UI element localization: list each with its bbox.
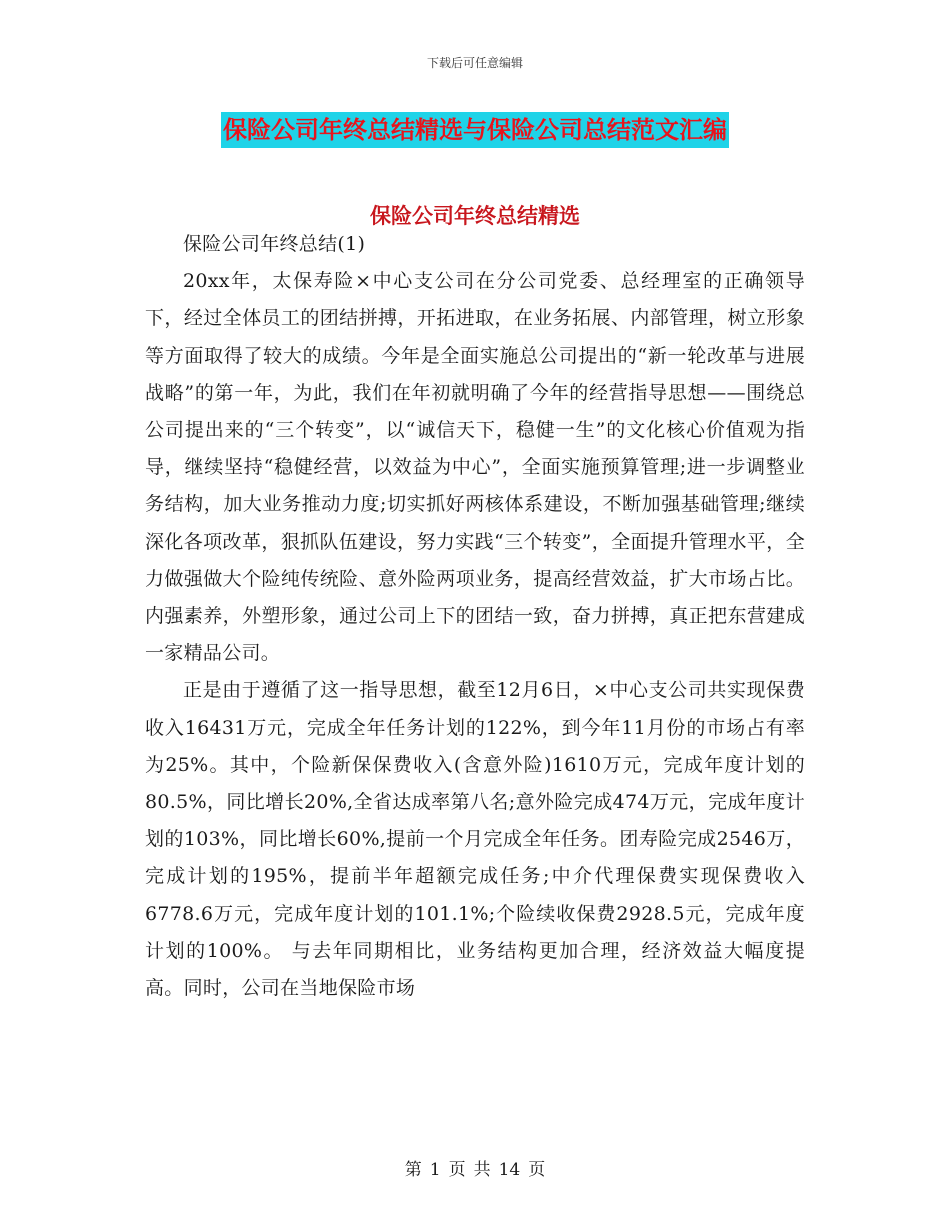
footer-page-number: 1 bbox=[429, 1160, 441, 1180]
page-footer bbox=[0, 1155, 950, 1180]
footer-total-pages: 14 bbox=[498, 1160, 521, 1180]
paragraph-1: 20xx年，太保寿险×中心支公司在分公司党委、总经理室的正确领导下，经过全体员工的团结拼搏，开拓进取，在业务拓展、内部管理，树立形象等方面取得了较大的成绩。今年是全面实施总公司提出的“新一轮改革与进展战略”的第一年，为此，我们在年初就明确了今年的经营指导思想——围绕总公司提出来的“三个转变”，以“诚信天下，稳健一生”的文化核心价值观为指导，继续坚持“稳健经营，以效益为中心”，全面实施预算管理;进一步调整业务结构，加大业务推动力度;切实抓好两核体系建设，不断加强基础管理;继续深化各项改革，狠抓队伍建设，努力实践“三个转变”，全面提升管理水平，全力做强做大个险纯传统险、意外险两项业务，提高经营效益，扩大市场占比。内强素养，外塑形象，通过公司上下的团结一致，奋力拼搏，真正把东营建成一家精品公司。 bbox=[145, 270, 805, 665]
document-title: 保险公司年终总结精选与保险公司总结范文汇编 bbox=[221, 112, 729, 148]
subheading: 保险公司年终总结(1) bbox=[183, 233, 366, 255]
section-title: 保险公司年终总结精选 bbox=[370, 204, 580, 228]
footer-total-word: 共 bbox=[473, 1160, 491, 1180]
footer-suffix: 页 bbox=[528, 1160, 546, 1180]
header-note: 下载后可任意编辑 bbox=[426, 56, 523, 70]
footer-page-word: 页 bbox=[448, 1160, 466, 1180]
paragraph-2: 正是由于遵循了这一指导思想，截至12月6日，×中心支公司共实现保费收入16431万元，完成全年任务计划的122%，到今年11月份的市场占有率为25%。其中，个险新保保费收入(含意外险)1610万元，完成年度计划的80.5%，同比增长20%,全省达成率第八名;意外险完成474万元，完成年度计划的103%，同比增长60%,提前一个月完成全年任务。团寿险完成2546万，完成计划的195%，提前半年超额完成任务;中介代理保费实现保费收入6778.6万元，完成年度计划的101.1%;个险续收保费2928.5元，完成年度计划的100%。 与去年同期相比，业务结构更加合理，经济效益大幅度提高。同时，公司在当地保险市场 bbox=[145, 679, 805, 1000]
footer-prefix: 第 bbox=[404, 1160, 422, 1180]
document-title-wrap bbox=[0, 112, 950, 148]
document-body bbox=[145, 222, 805, 1007]
